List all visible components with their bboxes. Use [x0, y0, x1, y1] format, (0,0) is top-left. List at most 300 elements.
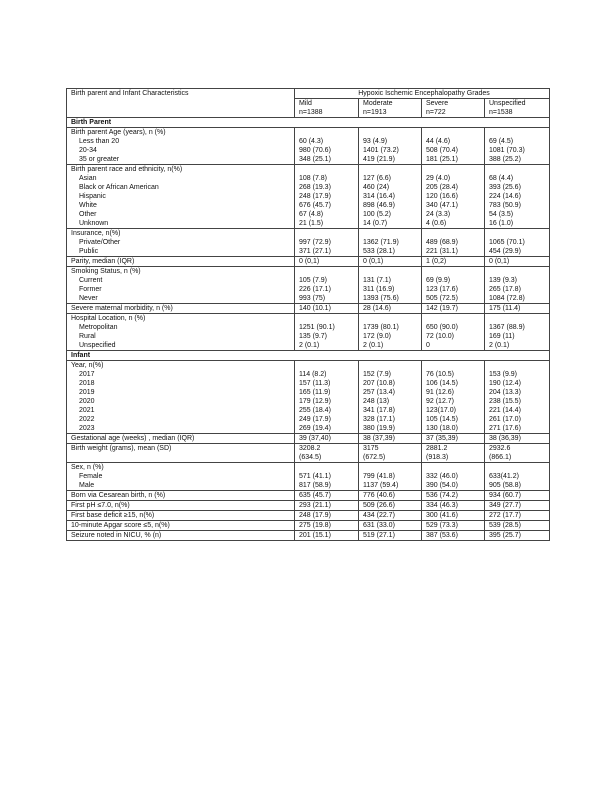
cell-value: 0 (0,1) [489, 258, 510, 265]
single-row [67, 511, 550, 521]
cell-value: 536 (74.2) [426, 492, 458, 499]
spacer [299, 361, 358, 370]
value-cell [295, 361, 359, 434]
value-cell [359, 165, 422, 229]
value-cell [359, 361, 422, 434]
spacer [489, 128, 549, 137]
cell-value: 105 (7.9) [299, 277, 328, 284]
group-row [67, 229, 550, 257]
sub-row-label: Never [79, 295, 98, 302]
value-cell [295, 501, 359, 511]
cell-value: 257 (13.4) [363, 389, 395, 396]
cell-value: 127 (6.6) [363, 175, 392, 182]
cell-value: 460 (24) [363, 184, 390, 191]
cell-value: 93 (4.9) [363, 138, 388, 145]
value-cell [295, 304, 359, 314]
cell-value: 181 (25.1) [426, 156, 458, 163]
cell-value: 817 (58.9) [299, 482, 331, 489]
sub-row-label: 2017 [79, 371, 95, 378]
cell-value: 3175 [363, 445, 379, 452]
cell-value: 37 (35,39) [426, 435, 458, 442]
value-cell [485, 491, 550, 501]
characteristics-table [66, 88, 550, 541]
group-header-label: Birth parent Age (years), n (%) [71, 129, 166, 136]
value-cell [422, 165, 485, 229]
cell-value: 776 (40.6) [363, 492, 395, 499]
spacer [363, 229, 421, 238]
cell-value: 29 (4.0) [426, 175, 451, 182]
value-cell [485, 257, 550, 267]
cell-value: 419 (21.9) [363, 156, 395, 163]
sub-row-label: 2023 [79, 425, 95, 432]
value-cell [359, 501, 422, 511]
cell-value: 1739 (80.1) [363, 324, 399, 331]
value-cell [485, 434, 550, 444]
value-cell [422, 361, 485, 434]
cell-value: 1 (0,2) [426, 258, 447, 265]
cell-value: 0 (0,1) [299, 258, 320, 265]
group-row [67, 165, 550, 229]
cell-value: 980 (70.6) [299, 147, 331, 154]
group-header-label: Hospital Location, n (%) [71, 315, 146, 322]
cell-value: 635 (45.7) [299, 492, 331, 499]
single-row [67, 501, 550, 511]
cell-value: 631 (33.0) [363, 522, 395, 529]
value-cell [359, 434, 422, 444]
value-cell [485, 128, 550, 165]
sub-row-label: Hispanic [79, 193, 106, 200]
value-cell [422, 521, 485, 531]
cell-value: 248 (17.9) [299, 193, 331, 200]
column-header [295, 99, 359, 118]
cell-value: 140 (10.1) [299, 305, 331, 312]
row-label: Seizure noted in NICU, % (n) [67, 531, 295, 541]
row-label-cell [67, 314, 295, 351]
spacer [426, 128, 484, 137]
cell-value: 539 (28.5) [489, 522, 521, 529]
section-label: Birth Parent [67, 118, 550, 128]
cell-value: 205 (28.4) [426, 184, 458, 191]
spacer [299, 267, 358, 276]
row-label-cell [67, 267, 295, 304]
cell-value: 1367 (88.9) [489, 324, 525, 331]
spacer [489, 314, 549, 323]
sub-row-label: Less than 20 [79, 138, 120, 145]
value-cell [485, 511, 550, 521]
column-n: n=1388 [299, 109, 323, 116]
sub-row-label: Public [79, 248, 99, 255]
row-label: Birth weight (grams), mean (SD) [67, 444, 295, 463]
single-row [67, 444, 550, 463]
value-cell [295, 491, 359, 501]
cell-value: 76 (10.5) [426, 371, 455, 378]
group-row [67, 128, 550, 165]
group-row [67, 361, 550, 434]
cell-value: 28 (14.6) [363, 305, 392, 312]
value-cell [295, 165, 359, 229]
column-name: Severe [426, 100, 449, 107]
section-row [67, 351, 550, 361]
spacer [426, 361, 484, 370]
cell-value: 676 (45.7) [299, 202, 331, 209]
cell-value: 139 (9.3) [489, 277, 518, 284]
spacer [426, 229, 484, 238]
spacer [489, 361, 549, 370]
value-cell [485, 531, 550, 541]
cell-value: 2 (0.1) [363, 342, 384, 349]
column-n: n=1913 [363, 109, 387, 116]
sub-row-label: Unknown [79, 220, 109, 227]
cell-value: 165 (11.9) [299, 389, 331, 396]
cell-value: 69 (4.5) [489, 138, 514, 145]
sub-row-label: Private/Other [79, 239, 121, 246]
row-label: Parity, median (IQR) [67, 257, 295, 267]
cell-value: 224 (14.6) [489, 193, 521, 200]
spacer [426, 314, 484, 323]
value-cell [422, 511, 485, 521]
cell-value: 348 (25.1) [299, 156, 331, 163]
cell-value: 571 (41.1) [299, 473, 331, 480]
cell-value: 993 (75) [299, 295, 326, 302]
value-cell [295, 128, 359, 165]
cell-value: 38 (37,39) [363, 435, 395, 442]
cell-value: 371 (27.1) [299, 248, 331, 255]
cell-value: 0 (0,1) [363, 258, 384, 265]
row-label: Gestational age (weeks) , median (IQR) [67, 434, 295, 444]
spacer [299, 314, 358, 323]
sub-row-label: Asian [79, 175, 97, 182]
sub-row-label: 35 or greater [79, 156, 120, 163]
spacer [426, 165, 484, 174]
cell-value: 311 (16.9) [363, 286, 395, 293]
cell-value: 633(41.2) [489, 473, 519, 480]
cell-value: 1084 (72.8) [489, 295, 525, 302]
cell-value: 120 (16.6) [426, 193, 458, 200]
cell-value: 131 (7.1) [363, 277, 392, 284]
cell-value: 68 (4.4) [489, 175, 514, 182]
cell-value: 314 (16.4) [363, 193, 395, 200]
sub-row-label: Male [79, 482, 95, 489]
value-cell [485, 501, 550, 511]
cell-value: 69 (9.9) [426, 277, 451, 284]
cell-value: 38 (36,39) [489, 435, 521, 442]
cell-value: 1081 (70.3) [489, 147, 525, 154]
group-header-label: Year, n(%) [71, 362, 104, 369]
sub-row-label: 2019 [79, 389, 95, 396]
value-cell [359, 229, 422, 257]
row-label: First pH ≤7.0, n(%) [67, 501, 295, 511]
cell-value: 334 (46.3) [426, 502, 458, 509]
spacer [299, 463, 358, 472]
cell-value: 130 (18.0) [426, 425, 458, 432]
column-header [359, 99, 422, 118]
cell-value: 248 (13) [363, 398, 390, 405]
cell-value: 387 (53.6) [426, 532, 458, 539]
cell-value: 271 (17.6) [489, 425, 521, 432]
cell-value: 60 (4.3) [299, 138, 324, 145]
row-label-cell [67, 463, 295, 491]
cell-value: 207 (10.8) [363, 380, 395, 387]
cell-value: 275 (19.8) [299, 522, 331, 529]
spacer [426, 463, 484, 472]
cell-value: 934 (60.7) [489, 492, 521, 499]
cell-value: 190 (12.4) [489, 380, 521, 387]
cell-value: 249 (17.9) [299, 416, 331, 423]
sub-row-label: Metropolitan [79, 324, 118, 331]
cell-value: 106 (14.5) [426, 380, 458, 387]
cell-value: 226 (17.1) [299, 286, 331, 293]
cell-value: 265 (17.8) [489, 286, 521, 293]
value-cell [422, 314, 485, 351]
spacer [489, 267, 549, 276]
cell-value: 0 [426, 342, 430, 349]
cell-value: 905 (58.8) [489, 482, 521, 489]
sub-row-label: 2021 [79, 407, 95, 414]
cell-value: 434 (22.7) [363, 512, 395, 519]
sub-row-label: Unspecified [79, 342, 116, 349]
sub-row-label: Female [79, 473, 103, 480]
cell-value: 39 (37,40) [299, 435, 331, 442]
cell-value: 1393 (75.6) [363, 295, 399, 302]
cell-value: 123 (17.6) [426, 286, 458, 293]
value-cell [359, 463, 422, 491]
cell-value: 204 (13.3) [489, 389, 521, 396]
column-header [422, 99, 485, 118]
cell-value: 529 (73.3) [426, 522, 458, 529]
value-cell [485, 463, 550, 491]
row-label: Severe maternal morbidity, n (%) [67, 304, 295, 314]
value-cell [485, 304, 550, 314]
cell-value: 153 (9.9) [489, 371, 518, 378]
cell-value: 395 (25.7) [489, 532, 521, 539]
spacer [363, 314, 421, 323]
spacer [299, 165, 358, 174]
row-label-cell [67, 229, 295, 257]
column-name: Unspecified [489, 100, 526, 107]
single-row [67, 521, 550, 531]
cell-value: 14 (0.7) [363, 220, 388, 227]
value-cell [422, 444, 485, 463]
row-label-cell [67, 361, 295, 434]
single-row [67, 304, 550, 314]
spacer [363, 463, 421, 472]
value-cell [295, 531, 359, 541]
value-cell [422, 434, 485, 444]
sub-row-label: Former [79, 286, 102, 293]
value-cell [359, 444, 422, 463]
value-cell [359, 491, 422, 501]
value-cell [295, 314, 359, 351]
cell-value: 783 (50.9) [489, 202, 521, 209]
cell-value: 92 (12.7) [426, 398, 455, 405]
column-name: Moderate [363, 100, 393, 107]
value-cell [359, 521, 422, 531]
value-cell [422, 463, 485, 491]
value-cell [422, 491, 485, 501]
row-label-cell [67, 128, 295, 165]
row-label-cell [67, 165, 295, 229]
cell-value: 650 (90.0) [426, 324, 458, 331]
column-name: Mild [299, 100, 312, 107]
cell-value: 293 (21.1) [299, 502, 331, 509]
cell-value: 24 (3.3) [426, 211, 451, 218]
value-cell [359, 314, 422, 351]
value-cell [359, 267, 422, 304]
group-header-label: Birth parent race and ethnicity, n(%) [71, 166, 183, 173]
cell-value: 1251 (90.1) [299, 324, 335, 331]
sub-row-label: Black or African American [79, 184, 159, 191]
group-header-label: Insurance, n(%) [71, 230, 121, 237]
cell-value: 509 (26.6) [363, 502, 395, 509]
cell-value: 454 (29.9) [489, 248, 521, 255]
single-row [67, 491, 550, 501]
cell-value: 114 (8.2) [299, 371, 327, 378]
single-row [67, 434, 550, 444]
cell-value: 221 (14.4) [489, 407, 521, 414]
cell-value-sd: (918.3) [426, 454, 449, 461]
value-cell [485, 165, 550, 229]
cell-value: 108 (7.8) [299, 175, 328, 182]
cell-value: 152 (7.9) [363, 371, 392, 378]
cell-value-sd: (866.1) [489, 454, 512, 461]
single-row [67, 257, 550, 267]
spacer [363, 165, 421, 174]
cell-value: 508 (70.4) [426, 147, 458, 154]
group-header-label: Sex, n (%) [71, 464, 104, 471]
cell-value: 328 (17.1) [363, 416, 395, 423]
value-cell [485, 521, 550, 531]
cell-value: 21 (1.5) [299, 220, 324, 227]
spacer [299, 128, 358, 137]
cell-value: 201 (15.1) [299, 532, 331, 539]
value-cell [485, 361, 550, 434]
group-row [67, 267, 550, 304]
value-cell [295, 229, 359, 257]
cell-value: 172 (9.0) [363, 333, 392, 340]
cell-value: 67 (4.8) [299, 211, 324, 218]
cell-value: 4 (0.6) [426, 220, 447, 227]
cell-value: 388 (25.2) [489, 156, 521, 163]
cell-value: 505 (72.5) [426, 295, 458, 302]
column-n: n=1538 [489, 109, 513, 116]
value-cell [295, 434, 359, 444]
cell-value: 3208.2 [299, 445, 321, 452]
spacer [363, 267, 421, 276]
sub-row-label: 20-34 [79, 147, 97, 154]
value-cell [295, 463, 359, 491]
section-row [67, 118, 550, 128]
corner-header: Birth parent and Infant Characteristics [67, 89, 295, 118]
cell-value: 1137 (59.4) [363, 482, 399, 489]
value-cell [295, 521, 359, 531]
column-header [485, 99, 550, 118]
value-cell [485, 314, 550, 351]
value-cell [422, 128, 485, 165]
cell-value: 91 (12.6) [426, 389, 455, 396]
value-cell [422, 257, 485, 267]
single-row [67, 531, 550, 541]
value-cell [422, 267, 485, 304]
value-cell [359, 128, 422, 165]
cell-value: 533 (28.1) [363, 248, 395, 255]
spacer [489, 229, 549, 238]
cell-value: 261 (17.0) [489, 416, 521, 423]
cell-value: 340 (47.1) [426, 202, 458, 209]
value-cell [295, 511, 359, 521]
cell-value: 300 (41.6) [426, 512, 458, 519]
cell-value: 123(17.0) [426, 407, 456, 414]
row-label: 10-minute Apgar score ≤5, n(%) [67, 521, 295, 531]
cell-value: 2881.2 [426, 445, 448, 452]
spacer [489, 463, 549, 472]
cell-value: 269 (19.4) [299, 425, 331, 432]
value-cell [485, 267, 550, 304]
cell-value: 341 (17.8) [363, 407, 395, 414]
cell-value: 142 (19.7) [426, 305, 458, 312]
cell-value: 72 (10.0) [426, 333, 455, 340]
cell-value: 1401 (73.2) [363, 147, 399, 154]
spacer [426, 267, 484, 276]
sub-row-label: 2020 [79, 398, 95, 405]
group-header-label: Smoking Status, n (%) [71, 268, 141, 275]
cell-value: 268 (19.3) [299, 184, 331, 191]
cell-value: 489 (68.9) [426, 239, 458, 246]
cell-value: 380 (19.9) [363, 425, 395, 432]
group-header: Hypoxic Ischemic Encephalopathy Grades [295, 89, 550, 99]
spacer [489, 165, 549, 174]
value-cell [422, 501, 485, 511]
value-cell [485, 229, 550, 257]
row-label: Born via Cesarean birth, n (%) [67, 491, 295, 501]
value-cell [422, 304, 485, 314]
cell-value: 238 (15.5) [489, 398, 521, 405]
group-row [67, 463, 550, 491]
cell-value: 2 (0.1) [299, 342, 320, 349]
cell-value-sd: (672.5) [363, 454, 386, 461]
value-cell [295, 444, 359, 463]
column-n: n=722 [426, 109, 446, 116]
value-cell [295, 257, 359, 267]
value-cell [359, 257, 422, 267]
cell-value: 54 (3.5) [489, 211, 514, 218]
value-cell [485, 444, 550, 463]
cell-value: 272 (17.7) [489, 512, 521, 519]
cell-value: 1065 (70.1) [489, 239, 525, 246]
cell-value: 1362 (71.9) [363, 239, 399, 246]
cell-value: 997 (72.9) [299, 239, 331, 246]
cell-value: 898 (46.9) [363, 202, 395, 209]
cell-value: 175 (11.4) [489, 305, 521, 312]
cell-value: 16 (1.0) [489, 220, 514, 227]
sub-row-label: White [79, 202, 97, 209]
cell-value: 349 (27.7) [489, 502, 521, 509]
value-cell [422, 229, 485, 257]
table-body [67, 118, 550, 541]
value-cell [359, 531, 422, 541]
value-cell [359, 304, 422, 314]
value-cell [359, 511, 422, 521]
spacer [363, 361, 421, 370]
row-label: First base deficit ≥15, n(%) [67, 511, 295, 521]
cell-value: 2 (0.1) [489, 342, 510, 349]
cell-value: 248 (17.9) [299, 512, 331, 519]
cell-value: 221 (31.1) [426, 248, 458, 255]
cell-value: 105 (14.5) [426, 416, 458, 423]
cell-value: 2932.6 [489, 445, 511, 452]
cell-value-sd: (634.5) [299, 454, 322, 461]
section-label: Infant [67, 351, 550, 361]
value-cell [295, 267, 359, 304]
